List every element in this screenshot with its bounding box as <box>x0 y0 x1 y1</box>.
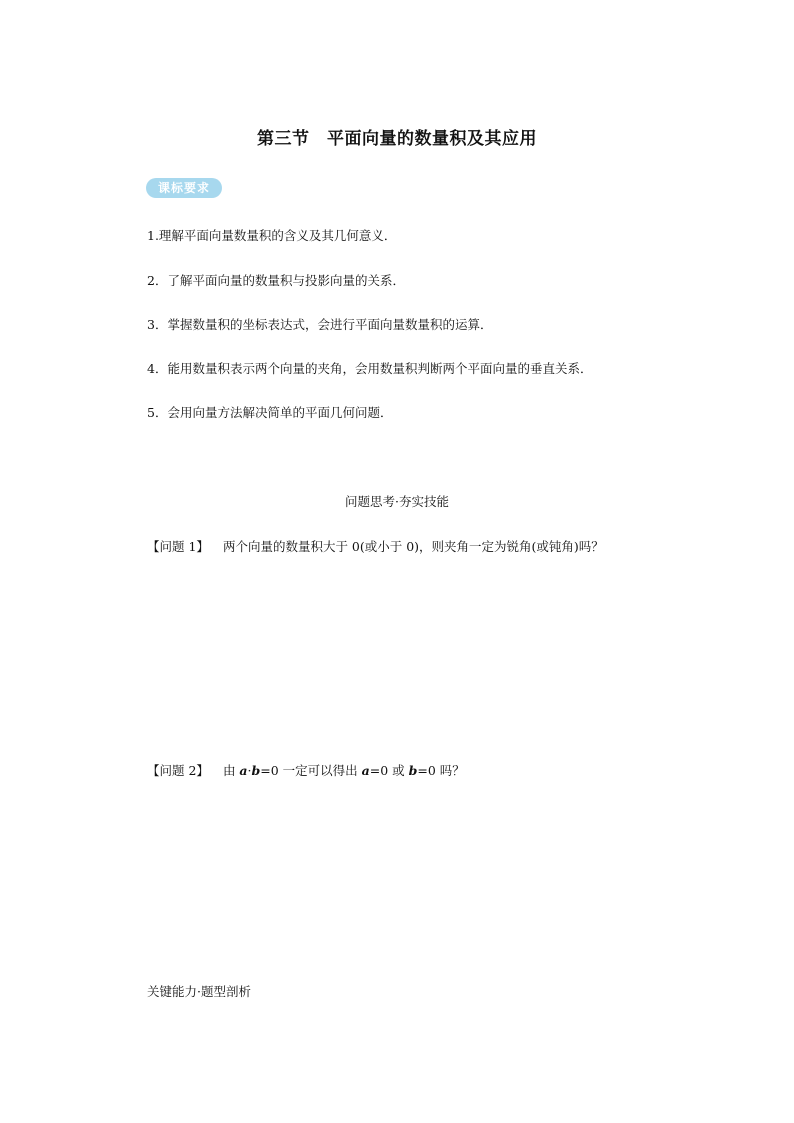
requirement-item-4: 4．能用数量积表示两个向量的夹角，会用数量积判断两个平面向量的垂直关系． <box>147 361 593 376</box>
question-2-tag: 【问题 2】 <box>147 763 209 778</box>
question-2-text-part4: =0 吗？ <box>417 763 465 778</box>
section-heading-problem-thinking: 问题思考·夯实技能 <box>345 494 449 509</box>
question-2-text-part1: 由 <box>222 763 240 778</box>
vector-b: b <box>251 763 261 778</box>
dot-operator: · <box>247 763 252 778</box>
requirement-item-1: 1.理解平面向量数量积的含义及其几何意义． <box>147 228 397 243</box>
vector-b-second: b <box>408 763 418 778</box>
question-2-text-part2: =0 一定可以得出 <box>260 763 362 778</box>
requirement-item-2: 2．了解平面向量的数量积与投影向量的关系． <box>147 273 405 288</box>
question-2 <box>147 761 465 779</box>
section-heading-key-abilities: 关键能力·题型剖析 <box>147 984 251 999</box>
page-title: 第三节 平面向量的数量积及其应用 <box>257 129 537 149</box>
curriculum-requirements-badge: 课标要求 <box>146 178 222 198</box>
question-2-text-part3: =0 或 <box>369 763 409 778</box>
question-1-text: 两个向量的数量积大于 0(或小于 0)，则夹角一定为锐角(或钝角)吗？ <box>222 539 604 554</box>
requirement-item-5: 5．会用向量方法解决简单的平面几何问题． <box>147 405 393 420</box>
requirement-item-3: 3．掌握数量积的坐标表达式，会进行平面向量数量积的运算． <box>147 317 493 332</box>
vector-a-second: a <box>361 763 370 778</box>
question-1-tag: 【问题 1】 <box>147 539 209 554</box>
question-1 <box>147 537 604 555</box>
vector-a: a <box>239 763 248 778</box>
